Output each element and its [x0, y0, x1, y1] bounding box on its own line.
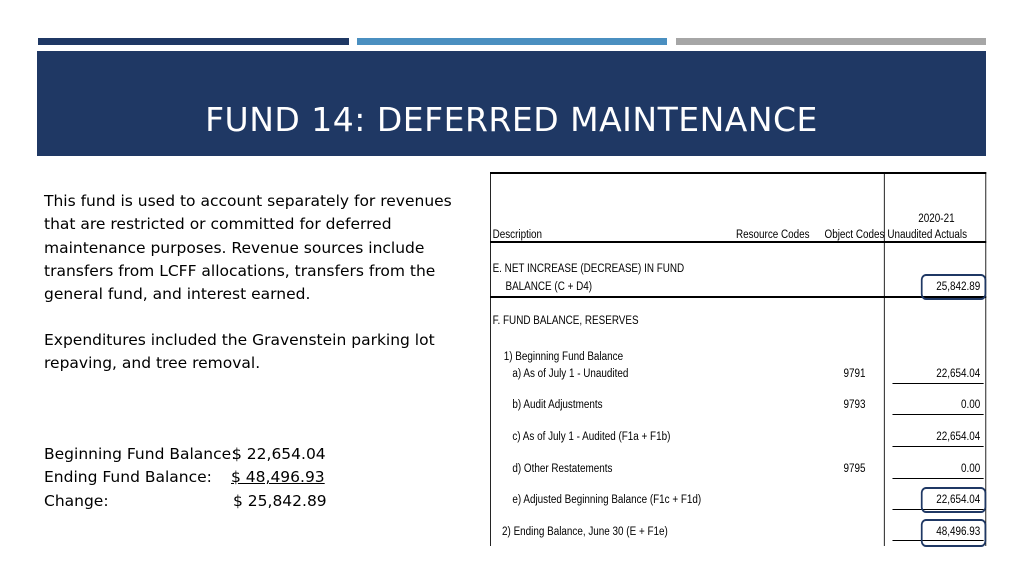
financial-table-image	[490, 172, 981, 546]
row-e-value: 22,654.04	[936, 494, 981, 506]
header-resource-codes: Resource Codes	[735, 229, 810, 241]
change-value: $ 25,842.89	[233, 491, 327, 510]
row-a-value: 22,654.04	[936, 368, 981, 380]
row-a-label: a) As of July 1 - Unaudited	[512, 368, 629, 380]
ending-balance-row-value: 48,496.93	[936, 526, 981, 538]
row-c-underline	[892, 446, 983, 447]
row-b-value: 0.00	[960, 399, 981, 411]
accent-bar-blue	[357, 38, 667, 45]
ending-balance-value: $ 48,496.93	[231, 468, 325, 487]
beginning-fund-balance-label: 1) Beginning Fund Balance	[503, 351, 624, 363]
section-f-title: F. FUND BALANCE, RESERVES	[492, 315, 639, 327]
row-a-underline	[892, 383, 983, 384]
row-d-code: 9795	[843, 463, 866, 475]
row-e-label: e) Adjusted Beginning Balance (F1c + F1d)	[512, 494, 702, 506]
row-c-value: 22,654.04	[936, 431, 981, 443]
row-d-value: 0.00	[960, 463, 981, 475]
title-banner	[37, 51, 986, 156]
highlight-circle	[921, 274, 986, 300]
header-object-codes: Object Codes	[824, 229, 885, 241]
header-description: Description	[492, 229, 543, 241]
header-unaudited-actuals: Unaudited Actuals	[887, 229, 968, 241]
section-e-title: E. NET INCREASE (DECREASE) IN FUND	[492, 263, 685, 275]
expenditures-paragraph: Expenditures included the Gravenstein parking lot repaving, and tree removal.	[44, 331, 435, 373]
page-title: FUND 14: DEFERRED MAINTENANCE	[205, 100, 818, 139]
ending-balance-row-label: 2) Ending Balance, June 30 (E + F1e)	[502, 526, 668, 538]
description-paragraph: This fund is used to account separately for revenues that are restricted or committed for deferred maintenance purposes. Revenue sources include transfers from LCFF allocations, transfers from the general fund, and interest earned.	[44, 192, 452, 304]
row-b-label: b) Audit Adjustments	[512, 399, 603, 411]
row-a-code: 9791	[843, 368, 866, 380]
row-c-label: c) As of July 1 - Audited (F1a + F1b)	[512, 431, 671, 443]
row-b-code: 9793	[843, 399, 866, 411]
highlight-circle	[921, 519, 986, 547]
header-year: 2020-21	[918, 213, 955, 225]
beginning-balance-label: Beginning Fund Balance:	[44, 445, 237, 463]
ending-balance-label: Ending Fund Balance:	[44, 468, 212, 487]
net-increase-value: 25,842.89	[936, 281, 981, 293]
header-underline	[490, 241, 986, 243]
table-top-border	[490, 172, 986, 174]
highlight-circle	[921, 487, 986, 513]
row-d-underline	[892, 478, 983, 479]
section-e-subtitle: BALANCE (C + D4)	[505, 281, 593, 293]
beginning-balance-value: $ 22,654.04	[232, 445, 326, 463]
table-left-border	[490, 172, 491, 546]
accent-bar-gray	[676, 38, 986, 45]
row-b-underline	[892, 414, 983, 415]
row-d-label: d) Other Restatements	[512, 463, 613, 475]
accent-bar-dark	[38, 38, 349, 45]
change-label: Change:	[44, 491, 109, 510]
